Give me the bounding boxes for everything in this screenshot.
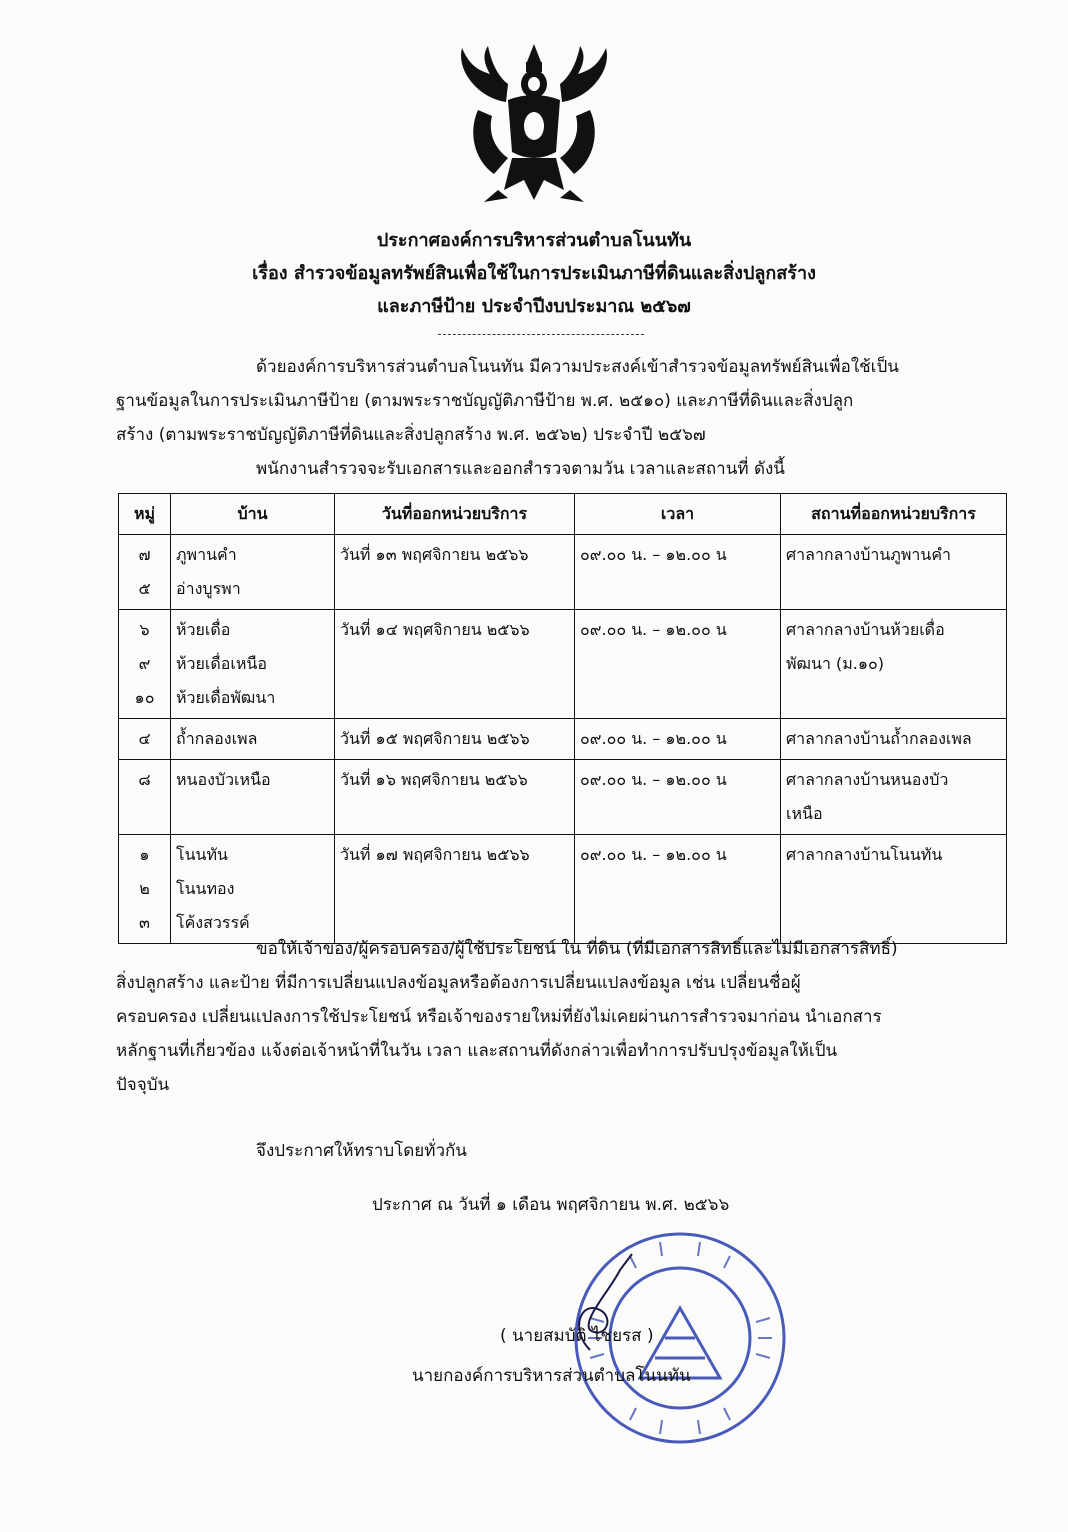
table-row <box>119 535 1007 610</box>
moo-number: ๖ <box>139 620 150 639</box>
place-cell <box>781 535 1007 610</box>
closing-statement: จึงประกาศให้ทราบโดยทั่วกัน <box>256 1141 467 1161</box>
service-date: วันที่ ๑๕ พฤศจิกายน ๒๕๖๖ <box>340 729 530 748</box>
service-place: เหนือ <box>786 804 823 823</box>
column-header-place: สถานที่ออกหน่วยบริการ <box>781 494 1007 535</box>
moo-number: ๕ <box>138 579 151 598</box>
village-name: ห้วยเดื่อพัฒนา <box>176 688 276 707</box>
service-place: ศาลากลางบ้านภูพานคำ <box>786 545 951 564</box>
time-cell <box>575 835 781 944</box>
village-name: โค้งสวรรค์ <box>176 913 250 932</box>
moo-cell <box>119 719 171 760</box>
intro-line: พนักงานสำรวจจะรับเอกสารและออกสำรวจตามวัน เวลาและสถานที่ ดังนี้ <box>256 459 785 479</box>
village-name: โนนทัน <box>176 845 228 864</box>
moo-number: ๒ <box>139 879 150 898</box>
moo-number: ๙ <box>138 654 151 673</box>
village-cell <box>171 835 335 944</box>
signatory-position: นายกองค์การบริหารส่วนตำบลโนนทัน <box>412 1366 691 1386</box>
service-date: วันที่ ๑๗ พฤศจิกายน ๒๕๖๖ <box>340 845 530 864</box>
village-name: อ่างบูรพา <box>176 579 241 598</box>
service-time: ๐๙.๐๐ น. – ๑๒.๐๐ น <box>580 545 727 564</box>
date-cell <box>335 719 575 760</box>
intro-line: ฐานข้อมูลในการประเมินภาษีป้าย (ตามพระราชบัญญัติภาษีป้าย พ.ศ. ๒๕๑๐) และภาษีที่ดินและสิ่งปลูก <box>116 391 854 411</box>
column-header-village: บ้าน <box>171 494 335 535</box>
village-cell <box>171 535 335 610</box>
signatory-name: ( นายสมบัติ ไชยรส ) <box>500 1326 654 1346</box>
service-time: ๐๙.๐๐ น. – ๑๒.๐๐ น <box>580 845 727 864</box>
service-time: ๐๙.๐๐ น. – ๑๒.๐๐ น <box>580 729 727 748</box>
service-place: ศาลากลางบ้านถ้ำกลองเพล <box>786 729 972 748</box>
service-place: ศาลากลางบ้านโนนทัน <box>786 845 943 864</box>
service-place: พัฒนา (ม.๑๐) <box>786 654 885 673</box>
title-line-3: และภาษีป้าย ประจำปีงบประมาณ ๒๕๖๗ <box>377 296 691 317</box>
service-time: ๐๙.๐๐ น. – ๑๒.๐๐ น <box>580 770 727 789</box>
village-cell <box>171 610 335 719</box>
service-time: ๐๙.๐๐ น. – ๑๒.๐๐ น <box>580 620 727 639</box>
notice-line: สิ่งปลูกสร้าง และป้าย ที่มีการเปลี่ยนแปลงข้อมูลหรือต้องการเปลี่ยนแปลงข้อมูล เช่น เปลี่ยนชื่อผู้ <box>116 973 801 993</box>
date-cell <box>335 535 575 610</box>
column-header-date: วันที่ออกหน่วยบริการ <box>335 494 575 535</box>
moo-number: ๓ <box>139 913 150 932</box>
announcement-date: ประกาศ ณ วันที่ ๑ เดือน พฤศจิกายน พ.ศ. ๒๕๖๖ <box>372 1195 730 1215</box>
place-cell <box>781 610 1007 719</box>
time-cell <box>575 610 781 719</box>
intro-line: สร้าง (ตามพระราชบัญญัติภาษีที่ดินและสิ่งปลูกสร้าง พ.ศ. ๒๕๖๒) ประจำปี ๒๕๖๗ <box>116 425 706 445</box>
notice-paragraph <box>116 932 976 1102</box>
place-cell <box>781 719 1007 760</box>
notice-line: ครอบครอง เปลี่ยนแปลงการใช้ประโยชน์ หรือเจ้าของรายใหม่ที่ยังไม่เคยผ่านการสำรวจมาก่อน นำเอกสาร <box>116 1007 882 1027</box>
moo-number: ๘ <box>138 770 151 789</box>
time-cell <box>575 535 781 610</box>
moo-cell <box>119 760 171 835</box>
place-cell <box>781 835 1007 944</box>
moo-number: ๑ <box>139 845 150 864</box>
service-place: ศาลากลางบ้านห้วยเดื่อ <box>786 620 945 639</box>
village-name: ห้วยเดื่อ <box>176 620 231 639</box>
moo-number: ๔ <box>138 729 151 748</box>
notice-line: หลักฐานที่เกี่ยวข้อง แจ้งต่อเจ้าหน้าที่ในวัน เวลา และสถานที่ดังกล่าวเพื่อทำการปรับปรุงข้อมูลให้เป็น <box>116 1041 838 1061</box>
service-date: วันที่ ๑๖ พฤศจิกายน ๒๕๖๖ <box>340 770 528 789</box>
place-cell <box>781 760 1007 835</box>
column-header-time: เวลา <box>575 494 781 535</box>
table-row <box>119 719 1007 760</box>
moo-number: ๗ <box>138 545 151 564</box>
moo-cell <box>119 535 171 610</box>
village-cell <box>171 719 335 760</box>
notice-line: ปัจจุบัน <box>116 1075 170 1095</box>
table-row <box>119 760 1007 835</box>
intro-line: ด้วยองค์การบริหารส่วนตำบลโนนทัน มีความประสงค์เข้าสำรวจข้อมูลทรัพย์สินเพื่อใช้เป็น <box>256 357 899 377</box>
moo-cell <box>119 610 171 719</box>
village-name: ถ้ำกลองเพล <box>176 729 258 748</box>
schedule-table <box>118 493 1007 944</box>
time-cell <box>575 719 781 760</box>
garuda-emblem-icon <box>448 40 620 208</box>
village-name: โนนทอง <box>176 879 235 898</box>
column-header-moo: หมู่ <box>119 494 171 535</box>
intro-paragraph <box>116 350 956 486</box>
service-date: วันที่ ๑๔ พฤศจิกายน ๒๕๖๖ <box>340 620 530 639</box>
date-cell <box>335 760 575 835</box>
date-cell <box>335 835 575 944</box>
title-line-1: ประกาศองค์การบริหารส่วนตำบลโนนทัน <box>376 230 692 251</box>
service-date: วันที่ ๑๓ พฤศจิกายน ๒๕๖๖ <box>340 545 529 564</box>
moo-number: ๑๐ <box>134 688 155 707</box>
table-row <box>119 835 1007 944</box>
village-cell <box>171 760 335 835</box>
notice-line: ขอให้เจ้าของ/ผู้ครอบครอง/ผู้ใช้ประโยชน์ ใน ที่ดิน (ที่มีเอกสารสิทธิ์และไม่มีเอกสารสิทธิ์) <box>256 939 898 959</box>
moo-cell <box>119 835 171 944</box>
table-row <box>119 610 1007 719</box>
service-place: ศาลากลางบ้านหนองบัว <box>786 770 949 789</box>
title-line-2: เรื่อง สำรวจข้อมูลทรัพย์สินเพื่อใช้ในการประเมินภาษีที่ดินและสิ่งปลูกสร้าง <box>252 263 816 284</box>
title-separator <box>438 334 644 335</box>
village-name: หนองบัวเหนือ <box>176 770 271 789</box>
village-name: ห้วยเดื่อเหนือ <box>176 654 267 673</box>
announcement-title <box>0 224 1068 323</box>
village-name: ภูพานคำ <box>176 545 237 564</box>
date-cell <box>335 610 575 719</box>
time-cell <box>575 760 781 835</box>
table-header-row <box>119 494 1007 535</box>
